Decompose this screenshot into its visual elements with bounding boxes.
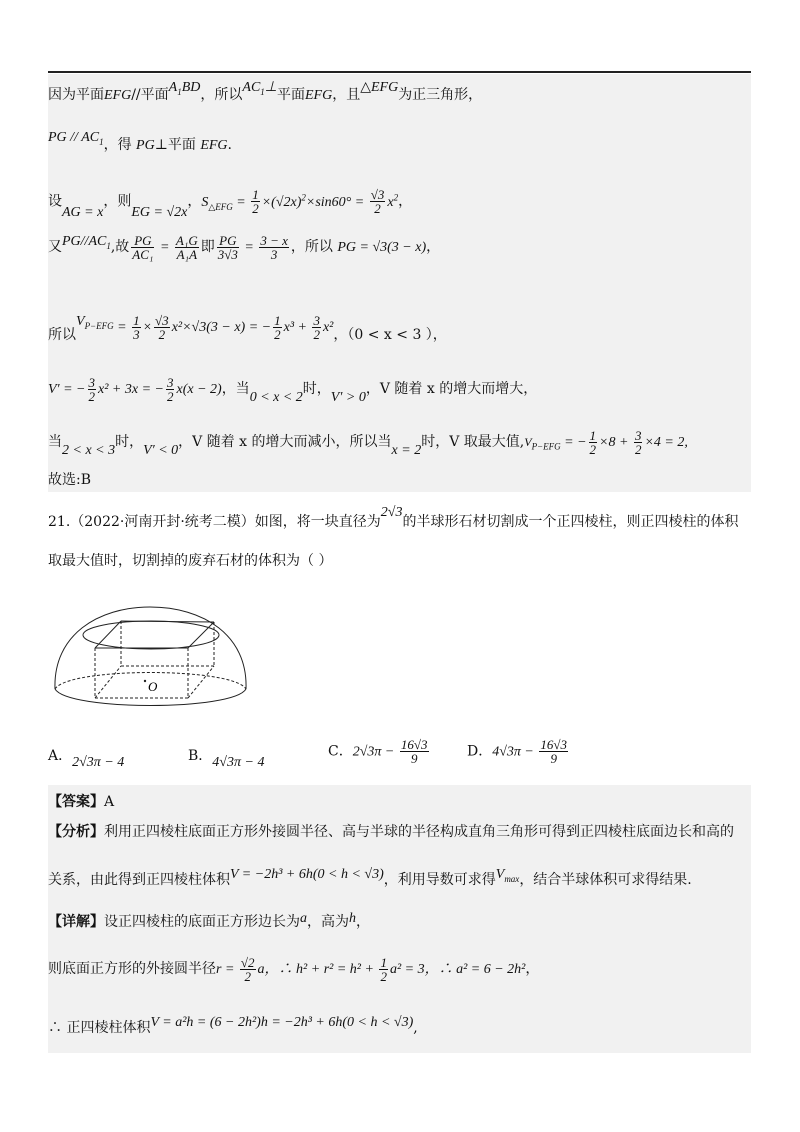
- math: =: [240, 240, 258, 255]
- num: 3: [166, 374, 174, 390]
- hemisphere-figure: [48, 595, 253, 715]
- den: 2: [274, 326, 281, 342]
- num: 1: [380, 954, 387, 970]
- text: ，: [187, 193, 202, 210]
- fraction: [88, 376, 97, 403]
- num: A₁G: [175, 232, 198, 248]
- math: PG = √3(3 − x): [337, 240, 427, 255]
- detail-line-1: [48, 912, 370, 933]
- option-b[interactable]: [188, 745, 265, 770]
- text: 为正三角形，: [398, 87, 483, 103]
- option-d[interactable]: [467, 738, 570, 765]
- math: 2 < x < 3: [62, 443, 116, 458]
- math: =: [232, 194, 250, 210]
- den: 9: [410, 751, 418, 766]
- fraction: [312, 314, 321, 341]
- num: PG: [131, 234, 154, 248]
- text: ,故: [110, 239, 130, 255]
- den: 2: [589, 441, 597, 457]
- math: x²×√3(3 − x) = −: [171, 320, 272, 335]
- num: 1: [252, 187, 259, 203]
- sub: 1: [99, 136, 104, 147]
- math: h: [349, 911, 356, 926]
- math: EFG: [200, 138, 228, 153]
- text: ∴ 正四棱柱体积: [48, 1020, 151, 1036]
- question-number: 21.: [48, 514, 71, 530]
- math: ×(√2x): [261, 194, 302, 210]
- fraction: [539, 738, 568, 765]
- math: x = 2: [391, 443, 422, 458]
- analysis-line-1: [48, 822, 734, 842]
- sub: 1: [106, 240, 111, 251]
- text: ,: [413, 1020, 418, 1036]
- sup: 2: [301, 192, 306, 202]
- text: ，: [398, 193, 413, 210]
- fraction: [370, 188, 386, 215]
- text: ，则: [103, 193, 132, 210]
- math: AC: [242, 80, 261, 95]
- num: √3: [155, 312, 169, 328]
- text: 则底面正方形的外接圆半径: [48, 961, 216, 977]
- text: ，V 随着 x 的增大而增大，: [365, 381, 538, 397]
- question-line-1: [48, 505, 739, 533]
- den: 3: [133, 326, 140, 342]
- num: 3: [88, 374, 96, 390]
- analysis-line-2: [48, 865, 692, 900]
- text: 当: [48, 434, 62, 450]
- sub: 1: [177, 86, 182, 97]
- math: PG: [136, 138, 155, 153]
- center-label-O: O: [148, 679, 158, 694]
- math: EFG: [304, 88, 333, 103]
- math: =: [113, 320, 131, 335]
- math: a: [300, 911, 307, 926]
- num: √3: [370, 187, 385, 203]
- den: 3: [270, 246, 278, 262]
- sub: max: [504, 873, 520, 884]
- fraction: [589, 429, 598, 456]
- option-a[interactable]: [48, 745, 125, 770]
- sub: P−EFG: [531, 441, 561, 452]
- fraction: [273, 314, 282, 341]
- den: 2: [374, 201, 381, 217]
- text: 所以: [48, 327, 76, 343]
- fraction: [131, 234, 154, 261]
- fraction: [154, 314, 170, 341]
- sub: △EFG: [208, 201, 233, 212]
- text: 又: [48, 239, 62, 255]
- solution-line-6: [48, 372, 537, 407]
- math: EG = √2x: [131, 204, 188, 220]
- option-value: 4√3π −: [492, 744, 538, 760]
- solution-line-2: [48, 130, 232, 160]
- option-label: D．: [467, 743, 493, 760]
- math: ，∴ a² = 6 − 2h²: [424, 962, 526, 977]
- num: 3: [313, 312, 320, 328]
- math: ×8 +: [599, 435, 632, 450]
- math: x²: [322, 320, 334, 335]
- fraction: [217, 234, 239, 261]
- math: x³ +: [283, 320, 311, 335]
- math: x² + 3x = −: [98, 382, 164, 397]
- fraction: [166, 376, 175, 403]
- math: V = −2h³ + 6h(0 < h < √3): [230, 867, 384, 882]
- math: S: [201, 194, 209, 210]
- math: AG = x: [62, 204, 104, 220]
- num: PG: [217, 234, 239, 248]
- math: V: [524, 435, 532, 449]
- option-c[interactable]: [328, 738, 431, 765]
- den: 2: [380, 968, 387, 984]
- math: ，∴ h² + r² = h² +: [264, 962, 378, 977]
- den: 2: [244, 968, 251, 984]
- fraction: [240, 956, 256, 983]
- text: 关系，由此得到正四棱柱体积: [48, 872, 230, 888]
- math: ×: [142, 320, 153, 335]
- math: x(x − 2): [176, 382, 222, 397]
- den: 2: [252, 201, 259, 217]
- option-label: C．: [328, 743, 353, 760]
- den: AC₁: [132, 246, 154, 262]
- text: ，得: [103, 137, 137, 153]
- hemisphere-prism-diagram: [48, 595, 253, 715]
- math: V′ = −: [48, 382, 86, 397]
- text: ，高为: [307, 914, 349, 930]
- solution-line-8: 故选:B: [48, 472, 92, 488]
- math: =: [156, 240, 173, 255]
- math: ×sin60° =: [305, 194, 368, 210]
- math: = −: [560, 435, 587, 450]
- text: 如图，将一块直径为: [254, 514, 381, 530]
- den: 2: [634, 441, 642, 457]
- text: ，: [525, 961, 540, 977]
- fraction: [259, 234, 289, 261]
- text: ⊥平面: [154, 137, 201, 153]
- math: ×4 = 2,: [644, 435, 688, 450]
- den: 2: [313, 326, 320, 342]
- fraction: [379, 956, 388, 983]
- solution-line-7: [48, 425, 688, 463]
- text: 的半球形石材切割成一个正四棱柱，则正四棱柱的体积: [402, 514, 739, 530]
- den: 2: [158, 326, 166, 342]
- option-value: 2√3π −: [352, 744, 398, 760]
- answer-tag: 【答案】: [48, 794, 104, 810]
- fraction: [634, 429, 643, 456]
- math: 2√3: [380, 505, 403, 520]
- math: △EFG: [360, 80, 399, 95]
- fraction: [400, 738, 429, 765]
- analysis-tag: 【分析】: [48, 824, 104, 840]
- den: 2: [88, 388, 96, 404]
- math: a: [257, 962, 265, 977]
- text: ，所以: [290, 239, 338, 255]
- math: a² = 3: [389, 962, 425, 977]
- den: 3√3: [217, 246, 238, 262]
- solution-line-4: [48, 230, 440, 269]
- math: V: [495, 867, 505, 882]
- math: x: [387, 194, 394, 210]
- num: 1: [274, 312, 281, 328]
- math: PG//AC: [62, 234, 107, 249]
- detail-line-3: [48, 1013, 418, 1044]
- text: 时，: [302, 381, 331, 397]
- num: 3: [634, 427, 642, 443]
- math: PG // AC: [48, 130, 100, 145]
- question-source: （2022·河南开封·统考二模）: [70, 514, 255, 530]
- text: ，结合半球体积可求得结果.: [519, 872, 692, 888]
- text: 设正四棱柱的底面正方形边长为: [104, 914, 300, 930]
- den: 9: [550, 751, 557, 766]
- option-label: B．: [188, 748, 213, 764]
- solution-line-1: [48, 80, 483, 110]
- math: ⊥: [264, 80, 277, 95]
- sub: P−EFG: [84, 320, 114, 331]
- num: √2: [240, 954, 255, 970]
- text: ，V 随着 x 的增大而减小，所以当: [178, 434, 392, 450]
- question-line-2: 取最大值时，切割掉的废弃石材的体积为（ ）: [48, 553, 333, 569]
- math: V = a²h = (6 − 2h²)h = −2h³ + 6h(0 < h < √3): [150, 1015, 414, 1030]
- text: 时，: [115, 434, 144, 450]
- option-value: 2√3π − 4: [72, 755, 125, 770]
- answer-value: A: [104, 794, 115, 810]
- option-value: 4√3π − 4: [212, 755, 265, 770]
- text: .: [227, 137, 232, 153]
- text: ，: [356, 914, 370, 930]
- fraction: [175, 234, 199, 261]
- text: ，（0 < x < 3 ），: [333, 327, 447, 343]
- math: V′ < 0: [143, 443, 179, 458]
- solution-line-3: [48, 180, 412, 223]
- math: r =: [216, 962, 238, 977]
- num: 1: [133, 312, 140, 328]
- math: V′ > 0: [330, 390, 366, 405]
- text: 因为平面: [48, 87, 104, 103]
- text: ，: [426, 239, 441, 255]
- num: 1: [589, 427, 597, 443]
- text: 利用正四棱柱底面正方形外接圆半径、高与半球的半径构成直角三角形可得到正四棱柱底面边长和高的: [104, 824, 734, 840]
- text: ，利用导数可求得: [383, 872, 496, 888]
- text: //平面: [131, 87, 169, 103]
- den: 2: [166, 388, 174, 404]
- math: EFG: [104, 88, 132, 103]
- math: 0 < x < 2: [249, 390, 303, 405]
- text: ，当: [221, 381, 250, 397]
- text: 设: [48, 193, 62, 210]
- solution-line-5: [48, 310, 447, 349]
- detail-tag: 【详解】: [48, 914, 104, 930]
- math: BD: [181, 80, 201, 95]
- fraction: [132, 314, 141, 341]
- sub: 1: [260, 86, 265, 97]
- num: 16√3: [400, 737, 428, 752]
- math: V: [76, 314, 85, 329]
- text: 平面: [276, 87, 305, 103]
- num: 16√3: [540, 737, 568, 752]
- text: 时，V 取最大值,: [421, 434, 525, 450]
- top-rule: [48, 71, 751, 73]
- text: 即: [200, 239, 215, 255]
- math: A: [168, 80, 178, 95]
- num: 3 − x: [260, 232, 288, 248]
- fraction: [251, 188, 260, 215]
- answer-line: [48, 792, 114, 812]
- text: ，所以: [200, 87, 243, 103]
- text: ，且: [332, 87, 361, 103]
- option-label: A．: [48, 748, 73, 764]
- den: A₁A: [176, 246, 198, 262]
- sup: 2: [393, 192, 399, 202]
- detail-line-2: [48, 952, 539, 987]
